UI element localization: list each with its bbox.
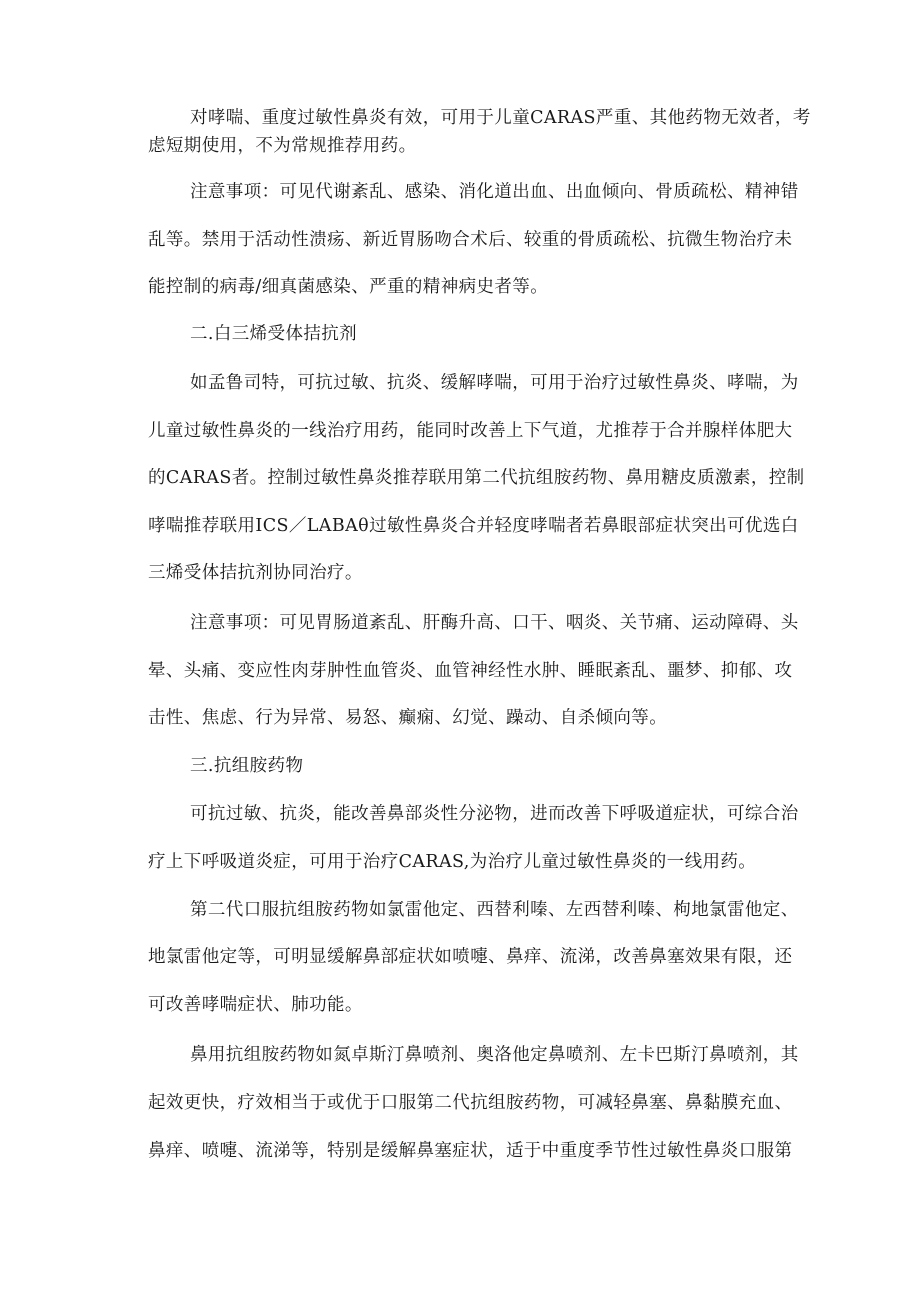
text-line: 虑短期使用，不为常规推荐用药。 (148, 136, 417, 156)
text-line: 儿童过敏性鼻炎的一线治疗用药，能同时改善上下气道，尤推荐于合并腺样体肥大 (148, 421, 793, 441)
text-line: 疗上下呼吸道炎症，可用于治疗CARAS,为治疗儿童过敏性鼻炎的一线用药。 (148, 852, 757, 872)
text-line: 第二代口服抗组胺药物如氯雷他定、西替利嗪、左西替利嗪、枸地氯雷他定、 (190, 900, 799, 920)
text-line: 鼻用抗组胺药物如氮卓斯汀鼻喷剂、奥洛他定鼻喷剂、左卡巴斯汀鼻喷剂，其 (190, 1045, 799, 1065)
section-heading: 二.白三烯受体拮抗剂 (190, 324, 358, 344)
text-line: 的CARAS者。控制过敏性鼻炎推荐联用第二代抗组胺药物、鼻用糖皮质激素，控制 (148, 468, 805, 488)
text-line: 起效更快，疗效相当于或优于口服第二代抗组胺药物，可减轻鼻塞、鼻黏膜充血、 (148, 1093, 793, 1113)
text-line: 可改善哮喘症状、肺功能。 (148, 995, 363, 1015)
text-line: 击性、焦虑、行为异常、易怒、癫痫、幻觉、躁动、自杀倾向等。 (148, 708, 668, 728)
text-line: 三烯受体拮抗剂协同治疗。 (148, 563, 363, 583)
text-line: 对哮喘、重度过敏性鼻炎有效，可用于儿童CARAS严重、其他药物无效者，考 (190, 108, 811, 128)
text-line: 可抗过敏、抗炎，能改善鼻部炎性分泌物，进而改善下呼吸道症状，可综合治 (190, 804, 799, 824)
section-heading: 三.抗组胺药物 (190, 756, 304, 776)
text-line: 注意事项：可见代谢紊乱、感染、消化道出血、出血倾向、骨质疏松、精神错 (190, 182, 799, 202)
text-line: 鼻痒、喷嚏、流涕等，特别是缓解鼻塞症状，适于中重度季节性过敏性鼻炎口服第 (148, 1141, 793, 1161)
text-line: 如孟鲁司特，可抗过敏、抗炎、缓解哮喘，可用于治疗过敏性鼻炎、哮喘，为 (190, 373, 799, 393)
text-line: 晕、头痛、变应性肉芽肿性血管炎、血管神经性水肿、睡眠紊乱、噩梦、抑郁、攻 (148, 661, 793, 681)
text-line: 能控制的病毒/细真菌感染、严重的精神病史者等。 (148, 277, 549, 297)
text-line: 地氯雷他定等，可明显缓解鼻部症状如喷嚏、鼻痒、流涕，改善鼻塞效果有限，还 (148, 947, 793, 967)
text-line: 乱等。禁用于活动性溃疡、新近胃肠吻合术后、较重的骨质疏松、抗微生物治疗未 (148, 230, 793, 250)
text-line: 注意事项：可见胃肠道紊乱、肝酶升高、口干、咽炎、关节痛、运动障碍、头 (190, 613, 799, 633)
text-line: 哮喘推荐联用ICS／LABAθ过敏性鼻炎合并轻度哮喘者若鼻眼部症状突出可优选白 (148, 516, 799, 536)
